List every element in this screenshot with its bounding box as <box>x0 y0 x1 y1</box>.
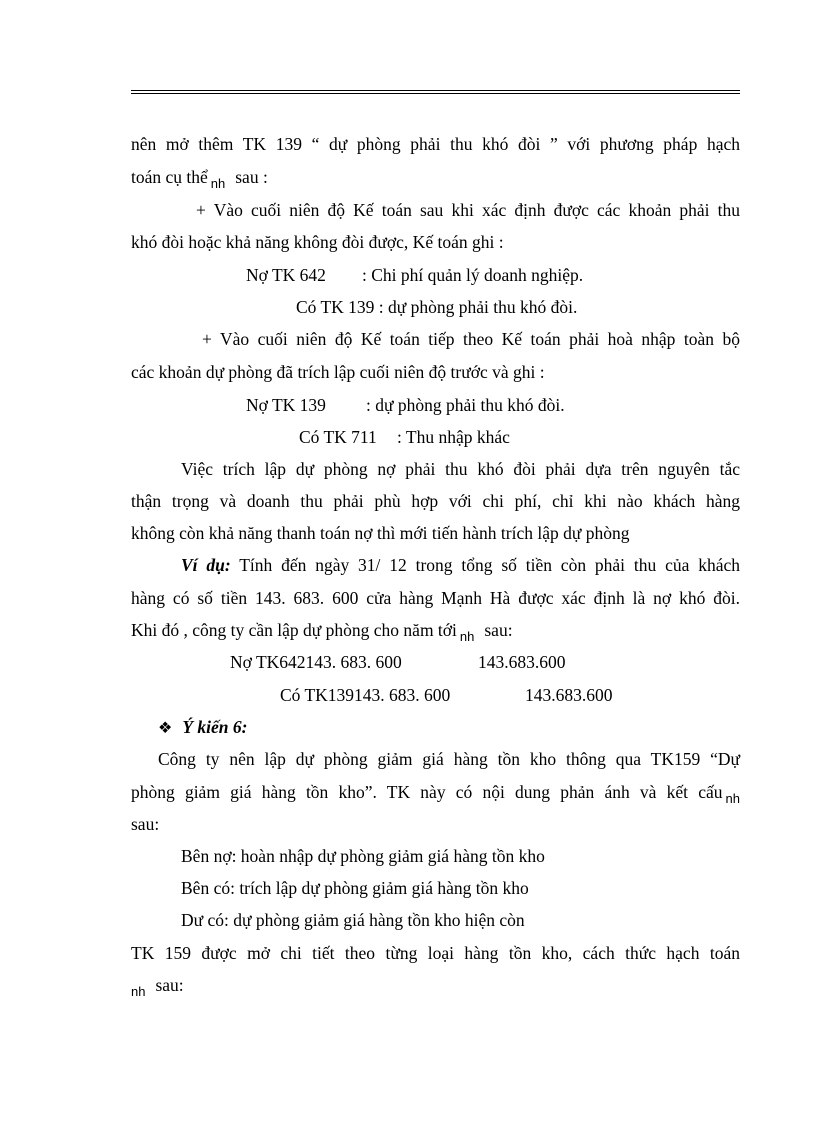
paragraph-line: thận trọng và doanh thu phải phù hợp với chi phí, chỉ khi nào khách hàng <box>131 491 740 511</box>
account-description: : Chi phí quản lý doanh nghiệp. <box>362 265 584 285</box>
subscript-fragment: nh <box>725 791 740 806</box>
account-label: Nợ TK 642 <box>246 265 326 285</box>
paragraph-line: nên mở thêm TK 139 “ dự phòng phải thu khó đòi ” với phương pháp hạch <box>131 134 740 154</box>
paragraph-line: Công ty nên lập dự phòng giảm giá hàng tồn kho thông qua TK159 “Dự <box>158 749 740 769</box>
example-line <box>181 554 740 576</box>
line-text: phòng giảm giá hàng tồn kho”. TK này có nội dung phản ánh và kết cấu <box>131 782 723 802</box>
subscript-fragment: nh <box>459 629 475 644</box>
account-label: Có TK139143. 683. 600 <box>280 685 451 705</box>
paragraph-line: + Vào cuối niên độ Kế toán sau khi xác định được các khoản phải thu <box>196 200 740 220</box>
paragraph-line: khó đòi hoặc khả năng không đòi được, Kế toán ghi : <box>131 232 504 252</box>
diamond-bullet-icon: ❖ <box>158 720 173 737</box>
journal-entry-credit: Có TK 139 : dự phòng phải thu khó đòi. <box>296 297 578 317</box>
line-text: sau: <box>484 620 513 640</box>
line-text: sau: <box>155 975 184 995</box>
list-item: Bên có: trích lập dự phòng giảm giá hàng tồn kho <box>181 878 529 898</box>
line-text: toán cụ thể <box>131 167 208 187</box>
account-label: Nợ TK642143. 683. 600 <box>230 652 402 672</box>
account-label: Có TK 711 <box>299 427 377 447</box>
section-heading <box>158 716 247 740</box>
journal-entry-credit <box>280 684 613 706</box>
paragraph-line <box>131 974 184 998</box>
journal-entry-credit <box>299 426 510 448</box>
paragraph-line <box>131 166 268 190</box>
paragraph-line: sau: <box>131 814 160 834</box>
account-label: Nợ TK 139 <box>246 395 326 415</box>
amount: 143.683.600 <box>478 652 566 672</box>
account-description: : Thu nhập khác <box>397 427 510 447</box>
paragraph-line: TK 159 được mở chi tiết theo từng loại hàng tồn kho, cách thức hạch toán <box>131 943 740 963</box>
list-item: Dư có: dự phòng giảm giá hàng tồn kho hiện còn <box>181 910 525 930</box>
account-description: : dự phòng phải thu khó đòi. <box>366 395 565 415</box>
subscript-fragment: nh <box>210 176 226 191</box>
header-rule-bottom <box>131 93 740 94</box>
journal-entry-debit <box>246 394 565 416</box>
journal-entry-debit <box>246 264 583 286</box>
line-text: Khi đó , công ty cần lập dự phòng cho năm tới <box>131 620 457 640</box>
line-text: sau : <box>235 167 268 187</box>
paragraph-line: Việc trích lập dự phòng nợ phải thu khó đòi phải dựa trên nguyên tắc <box>181 459 740 479</box>
example-label: Ví dụ: <box>181 555 231 575</box>
paragraph-line: hàng có số tiền 143. 683. 600 cửa hàng Mạnh Hà được xác định là nợ khó đòi. <box>131 588 740 608</box>
section-title: Ý kiến 6: <box>182 717 248 737</box>
journal-entry-debit <box>230 651 566 673</box>
paragraph-line <box>131 781 740 805</box>
line-text: Tính đến ngày 31/ 12 trong tổng số tiền còn phải thu của khách <box>230 555 740 575</box>
header-rule-top <box>131 90 740 91</box>
subscript-fragment: nh <box>131 984 146 999</box>
list-item: Bên nợ: hoàn nhập dự phòng giảm giá hàng tồn kho <box>181 846 545 866</box>
paragraph-line: không còn khả năng thanh toán nợ thì mới tiến hành trích lập dự phòng <box>131 523 630 543</box>
paragraph-line <box>131 619 513 643</box>
amount: 143.683.600 <box>525 685 613 705</box>
paragraph-line: + Vào cuối niên độ Kế toán tiếp theo Kế toán phải hoà nhập toàn bộ <box>202 329 740 349</box>
paragraph-line: các khoản dự phòng đã trích lập cuối niên độ trước và ghi : <box>131 362 545 382</box>
